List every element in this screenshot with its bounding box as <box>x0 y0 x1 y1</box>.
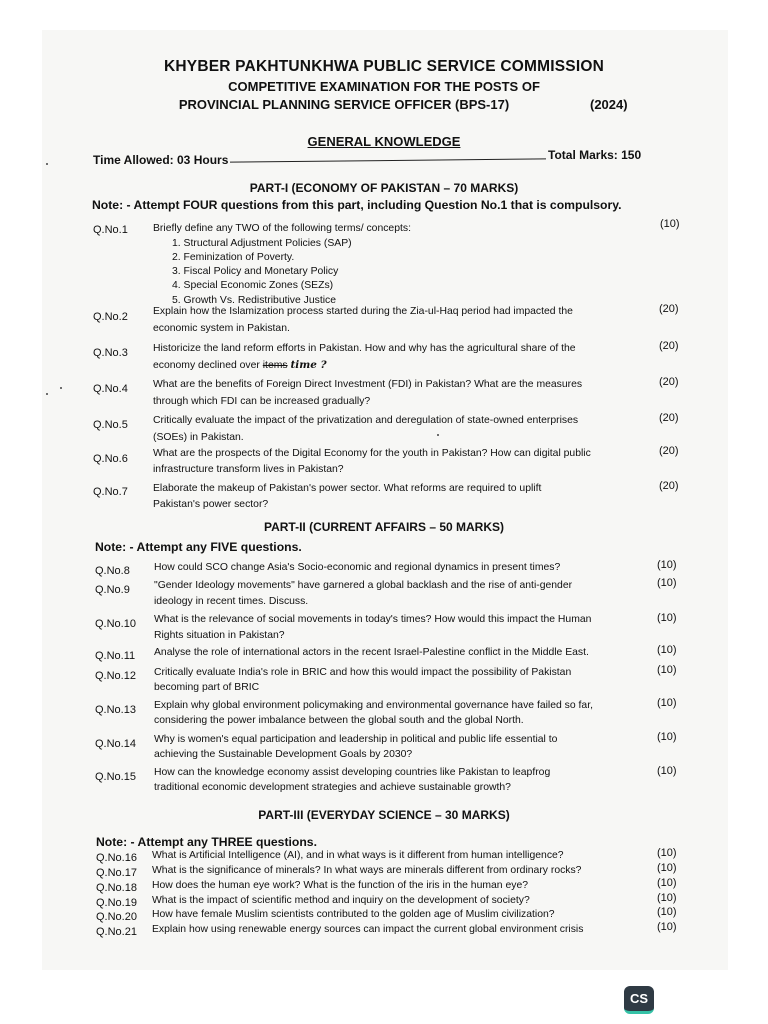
q3-marks: (20) <box>659 340 679 352</box>
q19-number: Q.No.19 <box>96 897 137 909</box>
q17-line1: What is the significance of minerals? In what ways are minerals different from ordinary rocks? <box>152 865 582 876</box>
camscanner-logo-icon: CS <box>624 986 654 1014</box>
q9-marks: (10) <box>657 577 677 589</box>
q21-line1: Explain how using renewable energy sources can impact the current global environment crisis <box>152 924 584 935</box>
q16-number: Q.No.16 <box>96 852 137 864</box>
q4-marks: (20) <box>659 376 679 388</box>
q6-number: Q.No.6 <box>93 453 128 465</box>
q3-line2 <box>153 359 327 372</box>
q11-marks: (10) <box>657 644 677 656</box>
q5-marks: (20) <box>659 412 679 424</box>
q5-number: Q.No.5 <box>93 419 128 431</box>
q6-line2: infrastructure transform lives in Pakistan? <box>153 464 344 475</box>
part2-note: Note: - Attempt any FIVE questions. <box>95 540 302 554</box>
part1-note: Note: - Attempt FOUR questions from this part, including Question No.1 that is compulsory. <box>92 198 622 212</box>
q7-line1: Elaborate the makeup of Pakistan's power sector. What reforms are required to uplift <box>153 483 542 494</box>
q12-line1: Critically evaluate India's role in BRIC and how this would impact the possibility of Pakistan <box>154 667 572 678</box>
subject-title: GENERAL KNOWLEDGE <box>307 134 461 149</box>
scan-speck <box>60 387 62 389</box>
q3-line1: Historicize the land reform efforts in Pakistan. How and why has the agricultural share of the <box>153 343 576 354</box>
q9-line1: "Gender Ideology movements" have garnered a global backlash and the rise of anti-gender <box>154 580 573 591</box>
q7-marks: (20) <box>659 480 679 492</box>
paper-sheet <box>42 30 728 970</box>
exam-title-line2: PROVINCIAL PLANNING SERVICE OFFICER (BPS-17) <box>178 97 510 112</box>
q12-marks: (10) <box>657 664 677 676</box>
q18-marks: (10) <box>657 877 677 889</box>
q1-item-1: 1. Structural Adjustment Policies (SAP) <box>172 238 352 249</box>
q18-line1: How does the human eye work? What is the function of the iris in the human eye? <box>152 880 529 891</box>
q8-number: Q.No.8 <box>95 565 130 577</box>
q20-line1: How have female Muslim scientists contributed to the golden age of Muslim civilization? <box>152 909 555 920</box>
q13-line1: Explain why global environment policymaking and environmental governance have failed so far, <box>154 700 593 711</box>
q4-number: Q.No.4 <box>93 383 128 395</box>
q19-marks: (10) <box>657 892 677 904</box>
q1-text: Briefly define any TWO of the following terms/ concepts: <box>153 223 411 234</box>
q9-line2: ideology in recent times. Discuss. <box>154 596 309 607</box>
q8-line1: How could SCO change Asia's Socio-economic and regional dynamics in present times? <box>154 562 561 573</box>
q7-line2: Pakistan's power sector? <box>153 499 269 510</box>
q3-number: Q.No.3 <box>93 347 128 359</box>
q6-line1: What are the prospects of the Digital Economy for the youth in Pakistan? How can digital public <box>153 448 591 459</box>
q14-number: Q.No.14 <box>95 738 136 750</box>
commission-title: KHYBER PAKHTUNKHWA PUBLIC SERVICE COMMISSION <box>164 58 604 75</box>
q16-line1: What is Artificial Intelligence (AI), and in what ways is it different from human intelligence? <box>152 850 564 861</box>
q10-number: Q.No.10 <box>95 618 136 630</box>
q1-item-2: 2. Feminization of Poverty. <box>172 252 295 263</box>
q2-line1: Explain how the Islamization process started during the Zia-ul-Haq period had impacted the <box>153 306 573 317</box>
scan-speck <box>437 434 439 436</box>
q20-number: Q.No.20 <box>96 911 137 923</box>
q20-marks: (10) <box>657 906 677 918</box>
q17-number: Q.No.17 <box>96 867 137 879</box>
q14-line1: Why is women's equal participation and leadership in political and public life essential to <box>154 734 558 745</box>
q21-number: Q.No.21 <box>96 926 137 938</box>
q8-marks: (10) <box>657 559 677 571</box>
q1-number: Q.No.1 <box>93 224 128 236</box>
q7-number: Q.No.7 <box>93 486 128 498</box>
time-allowed: Time Allowed: 03 Hours <box>93 153 229 167</box>
q10-line1: What is the relevance of social movements in today's times? How would this impact the Human <box>154 614 592 625</box>
q6-marks: (20) <box>659 445 679 457</box>
q2-line2: economic system in Pakistan. <box>153 323 290 334</box>
q15-line2: traditional economic development strategies and achieve sustainable growth? <box>154 782 511 793</box>
q10-line2: Rights situation in Pakistan? <box>154 630 285 641</box>
q15-number: Q.No.15 <box>95 771 136 783</box>
q14-marks: (10) <box>657 731 677 743</box>
q2-marks: (20) <box>659 303 679 315</box>
q1-item-4: 4. Special Economic Zones (SEZs) <box>172 280 334 291</box>
q13-marks: (10) <box>657 697 677 709</box>
q15-line1: How can the knowledge economy assist developing countries like Pakistan to leapfrog <box>154 767 551 778</box>
q17-marks: (10) <box>657 862 677 874</box>
q5-line2: (SOEs) in Pakistan. <box>153 432 244 443</box>
part1-title: PART-I (ECONOMY OF PAKISTAN – 70 MARKS) <box>249 181 519 195</box>
q12-line2: becoming part of BRIC <box>154 682 260 693</box>
q4-line2: through which FDI can be increased gradually? <box>153 396 371 407</box>
q15-marks: (10) <box>657 765 677 777</box>
q13-line2: considering the power imbalance between the global south and the global North. <box>154 715 524 726</box>
q16-marks: (10) <box>657 847 677 859</box>
total-marks: Total Marks: 150 <box>548 148 642 162</box>
q13-number: Q.No.13 <box>95 704 136 716</box>
q9-number: Q.No.9 <box>95 584 130 596</box>
q1-item-3: 3. Fiscal Policy and Monetary Policy <box>172 266 339 277</box>
q1-item-5: 5. Growth Vs. Redistributive Justice <box>172 295 337 306</box>
q5-line1: Critically evaluate the impact of the privatization and deregulation of state-owned enterprises <box>153 415 579 426</box>
q4-line1: What are the benefits of Foreign Direct Investment (FDI) in Pakistan? What are the measures <box>153 379 583 390</box>
part2-title: PART-II (CURRENT AFFAIRS – 50 MARKS) <box>263 520 504 534</box>
q1-marks: (10) <box>660 218 680 230</box>
scan-speck <box>46 393 48 395</box>
exam-title-line1: COMPETITIVE EXAMINATION FOR THE POSTS OF <box>228 79 540 94</box>
part3-title: PART-III (EVERYDAY SCIENCE – 30 MARKS) <box>258 808 510 822</box>
q14-line2: achieving the Sustainable Development Goals by 2030? <box>154 749 413 760</box>
q3-handwritten-correction: time ? <box>290 359 327 371</box>
q19-line1: What is the impact of scientific method and inquiry on the development of society? <box>152 895 530 906</box>
exam-year: (2024) <box>590 97 628 112</box>
scan-speck <box>46 163 48 165</box>
q3-line2-text: economy declined over <box>153 360 260 371</box>
q18-number: Q.No.18 <box>96 882 137 894</box>
part3-note: Note: - Attempt any THREE questions. <box>96 835 317 849</box>
q2-number: Q.No.2 <box>93 311 128 323</box>
q12-number: Q.No.12 <box>95 670 136 682</box>
q21-marks: (10) <box>657 921 677 933</box>
q10-marks: (10) <box>657 612 677 624</box>
q3-struck-word: items <box>262 360 288 371</box>
q11-number: Q.No.11 <box>95 650 136 662</box>
q11-line1: Analyse the role of international actors in the recent Israel-Palestine conflict in the Middle East. <box>154 647 589 658</box>
